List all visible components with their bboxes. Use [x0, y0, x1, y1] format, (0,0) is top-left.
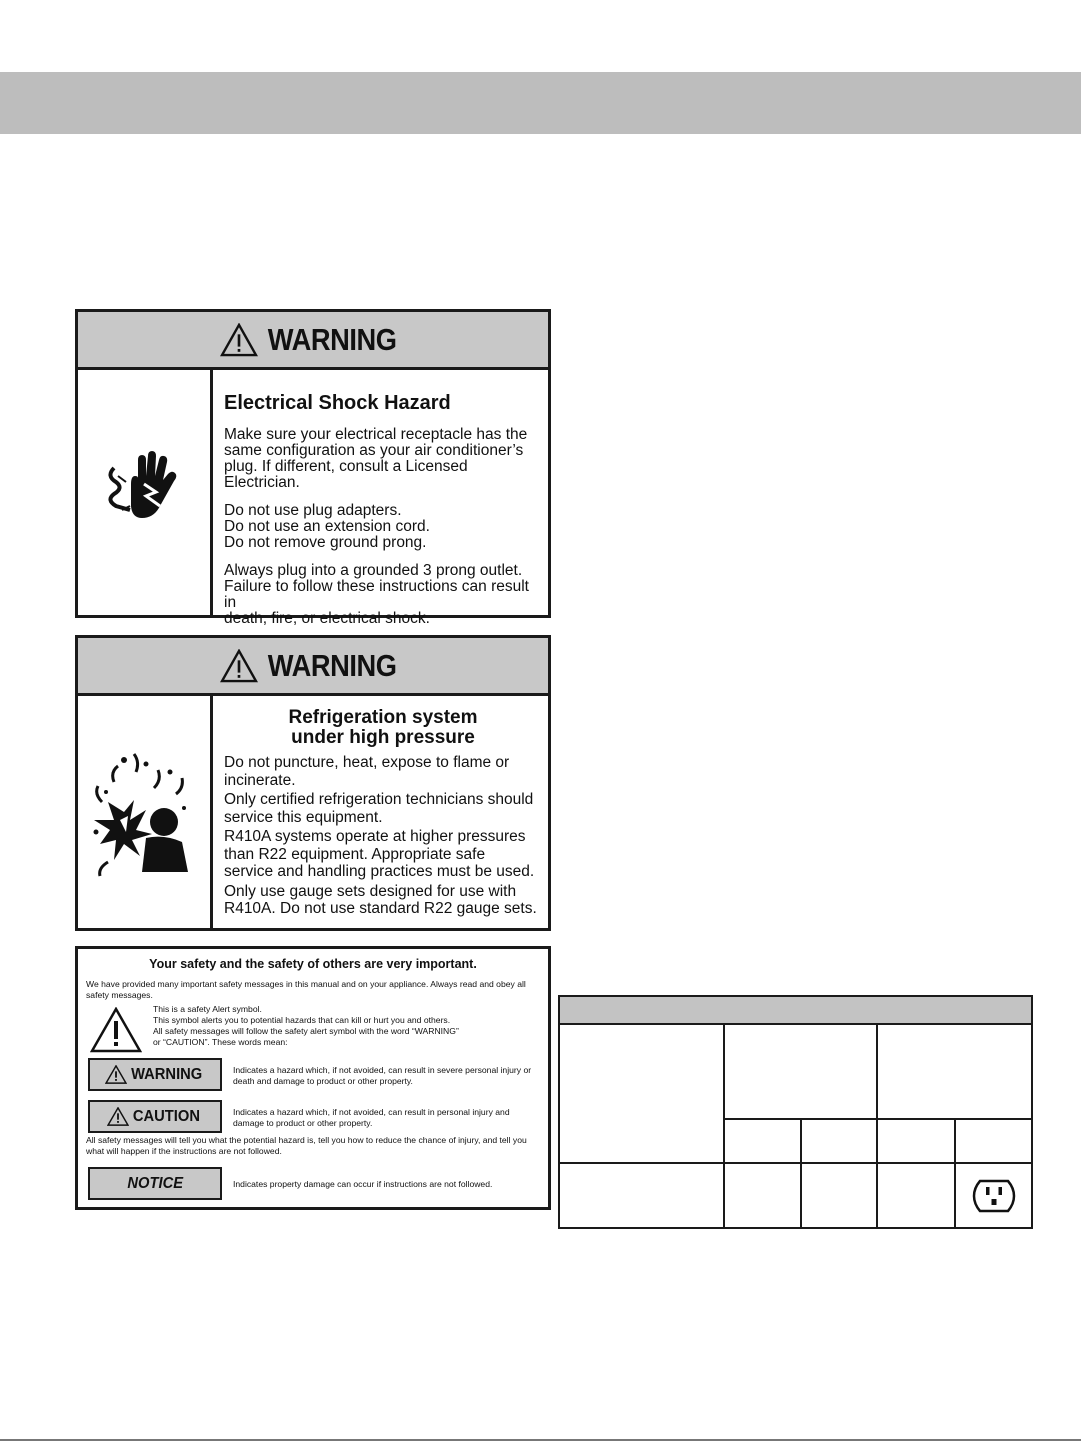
warning-text [224, 392, 542, 639]
header-bar [0, 72, 1081, 134]
outlet-icon [972, 1178, 1016, 1214]
caution-description: Indicates a hazard which, if not avoided, can result in personal injury and damage to product or other property. [233, 1107, 510, 1128]
warning-description: Indicates a hazard which, if not avoided, can result in severe personal injury or death and damage to product or other property. [233, 1065, 532, 1086]
electric-shock-hand-icon [104, 448, 184, 538]
warning-triangle-icon [105, 1065, 127, 1084]
notice-signal-word [88, 1167, 222, 1200]
paragraph: Always plug into a grounded 3 prong outlet. Failure to follow these instructions can result in death, fire, or electrical shock. [224, 562, 529, 627]
row-divider [723, 1118, 1031, 1120]
warning-triangle-icon [220, 323, 258, 357]
notice-label: NOTICE [127, 1174, 183, 1192]
warning-triangle-icon [220, 649, 258, 683]
paragraph: Only certified refrigeration technicians should service this equipment. [224, 791, 534, 826]
column-divider [723, 1023, 725, 1227]
column-divider [954, 1119, 956, 1227]
hazard-title: Electrical Shock Hazard [224, 392, 451, 414]
all-messages-text: All safety messages will tell you what the potential hazard is, tell you how to reduce the chance of injury, and tell you what will happen if the instructions are not followed. [86, 1135, 527, 1156]
row-divider [560, 1162, 1031, 1164]
caution-triangle-icon [107, 1107, 129, 1126]
warning-label: WARNING [130, 1065, 203, 1083]
paragraph: Do not puncture, heat, expose to flame or incinerate. [224, 754, 510, 789]
paragraph: Do not use plug adapters. Do not use an extension cord. Do not remove ground prong. [224, 502, 430, 551]
caution-signal-word [88, 1100, 222, 1133]
icon-column [78, 370, 213, 615]
notice-description: Indicates property damage can occur if instructions are not followed. [233, 1179, 493, 1189]
warning-signal-word [88, 1058, 222, 1091]
warning-header [78, 312, 548, 370]
electrical-warning-box [75, 309, 551, 627]
column-divider [800, 1119, 802, 1227]
warning-label: WARNING [268, 647, 397, 683]
safety-intro: We have provided many important safety messages in this manual and on your appliance. Always read and obey all safety messages. [86, 979, 526, 1000]
explosion-icon [84, 742, 204, 882]
icon-column [78, 696, 213, 928]
safety-messages-box [75, 946, 551, 1210]
column-divider [876, 1023, 878, 1227]
paragraph: Only use gauge sets designed for use with R410A. Do not use standard R22 gauge sets. [224, 882, 537, 917]
caution-label: CAUTION [132, 1107, 201, 1125]
warning-header [78, 638, 548, 696]
alert-text: This is a safety Alert symbol. This symbol alerts you to potential hazards that can kill or hurt you and others. All safety messages will follow the safety alert symbol with the word “WARNING” or “CAUTION”. These words mean: [153, 1004, 459, 1047]
safety-title: Your safety and the safety of others are very important. [149, 957, 477, 971]
warning-text [224, 708, 542, 920]
paragraph: R410A systems operate at higher pressures than R22 equipment. Appropriate safe service and handling practices must be used. [224, 828, 535, 880]
table-header [560, 997, 1031, 1025]
paragraph: Make sure your electrical receptacle has the same configuration as your air conditioner’s plug. If different, consult a Licensed Electrician. [224, 426, 528, 491]
warning-label: WARNING [268, 321, 397, 357]
refrigeration-warning-box [75, 635, 551, 931]
safety-alert-icon [90, 1007, 142, 1053]
electrical-requirements-table [558, 995, 1033, 1229]
hazard-title: Refrigeration system under high pressure [288, 707, 478, 748]
